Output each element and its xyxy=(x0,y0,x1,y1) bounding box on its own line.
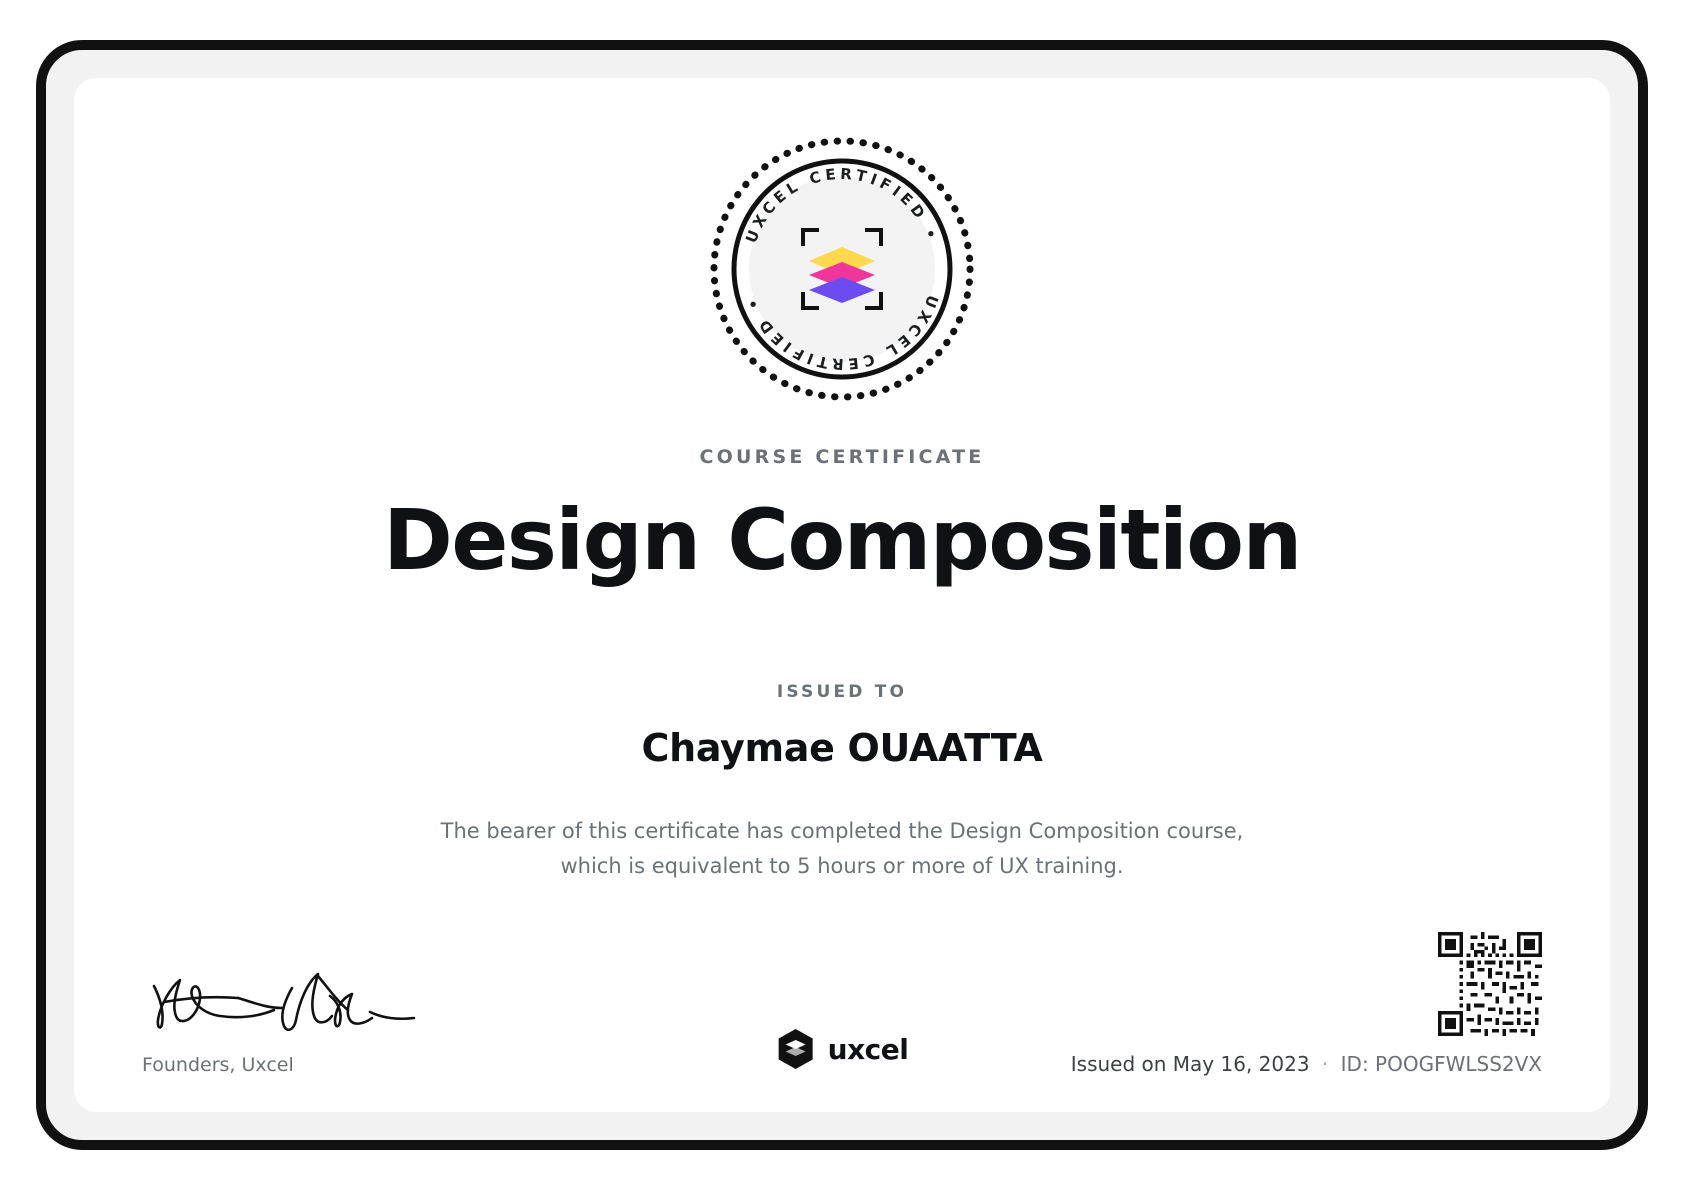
svg-text:UXCEL CERTIFIED •: UXCEL CERTIFIED • xyxy=(742,164,942,246)
certificate-id: ID: POOGFWLSS2VX xyxy=(1340,1052,1542,1076)
issue-separator: · xyxy=(1321,1052,1329,1076)
eyebrow-label: COURSE CERTIFICATE xyxy=(699,446,985,468)
issued-to-label: ISSUED TO xyxy=(776,682,908,703)
description-line-1: The bearer of this certificate has completed the Design Composition course, xyxy=(440,819,1244,844)
issued-on-date: Issued on May 16, 2023 xyxy=(1070,1052,1310,1076)
recipient-name: Chaymae OUAATTA xyxy=(641,726,1043,771)
certificate-description xyxy=(441,814,1244,883)
course-title: Design Composition xyxy=(383,491,1301,589)
certificate-body xyxy=(74,78,1610,1112)
signature-caption: Founders, Uxcel xyxy=(142,1054,294,1076)
certificate-frame xyxy=(36,40,1648,1150)
uxcel-brand xyxy=(776,1028,909,1070)
uxcel-logo-icon xyxy=(776,1028,816,1070)
brand-name: uxcel xyxy=(827,1032,909,1066)
svg-text:UXCEL CERTIFIED •: UXCEL CERTIFIED • xyxy=(742,292,942,374)
signature-block xyxy=(142,958,482,1076)
issue-details xyxy=(1071,1052,1542,1076)
certificate-footer xyxy=(134,908,1550,1078)
founders-signatures xyxy=(142,958,442,1048)
description-line-2: which is equivalent to 5 hours or more of UX training. xyxy=(560,854,1124,879)
issue-info-block xyxy=(1071,932,1542,1076)
uxcel-certified-seal xyxy=(707,134,977,404)
verification-qr-code[interactable] xyxy=(1438,932,1542,1036)
